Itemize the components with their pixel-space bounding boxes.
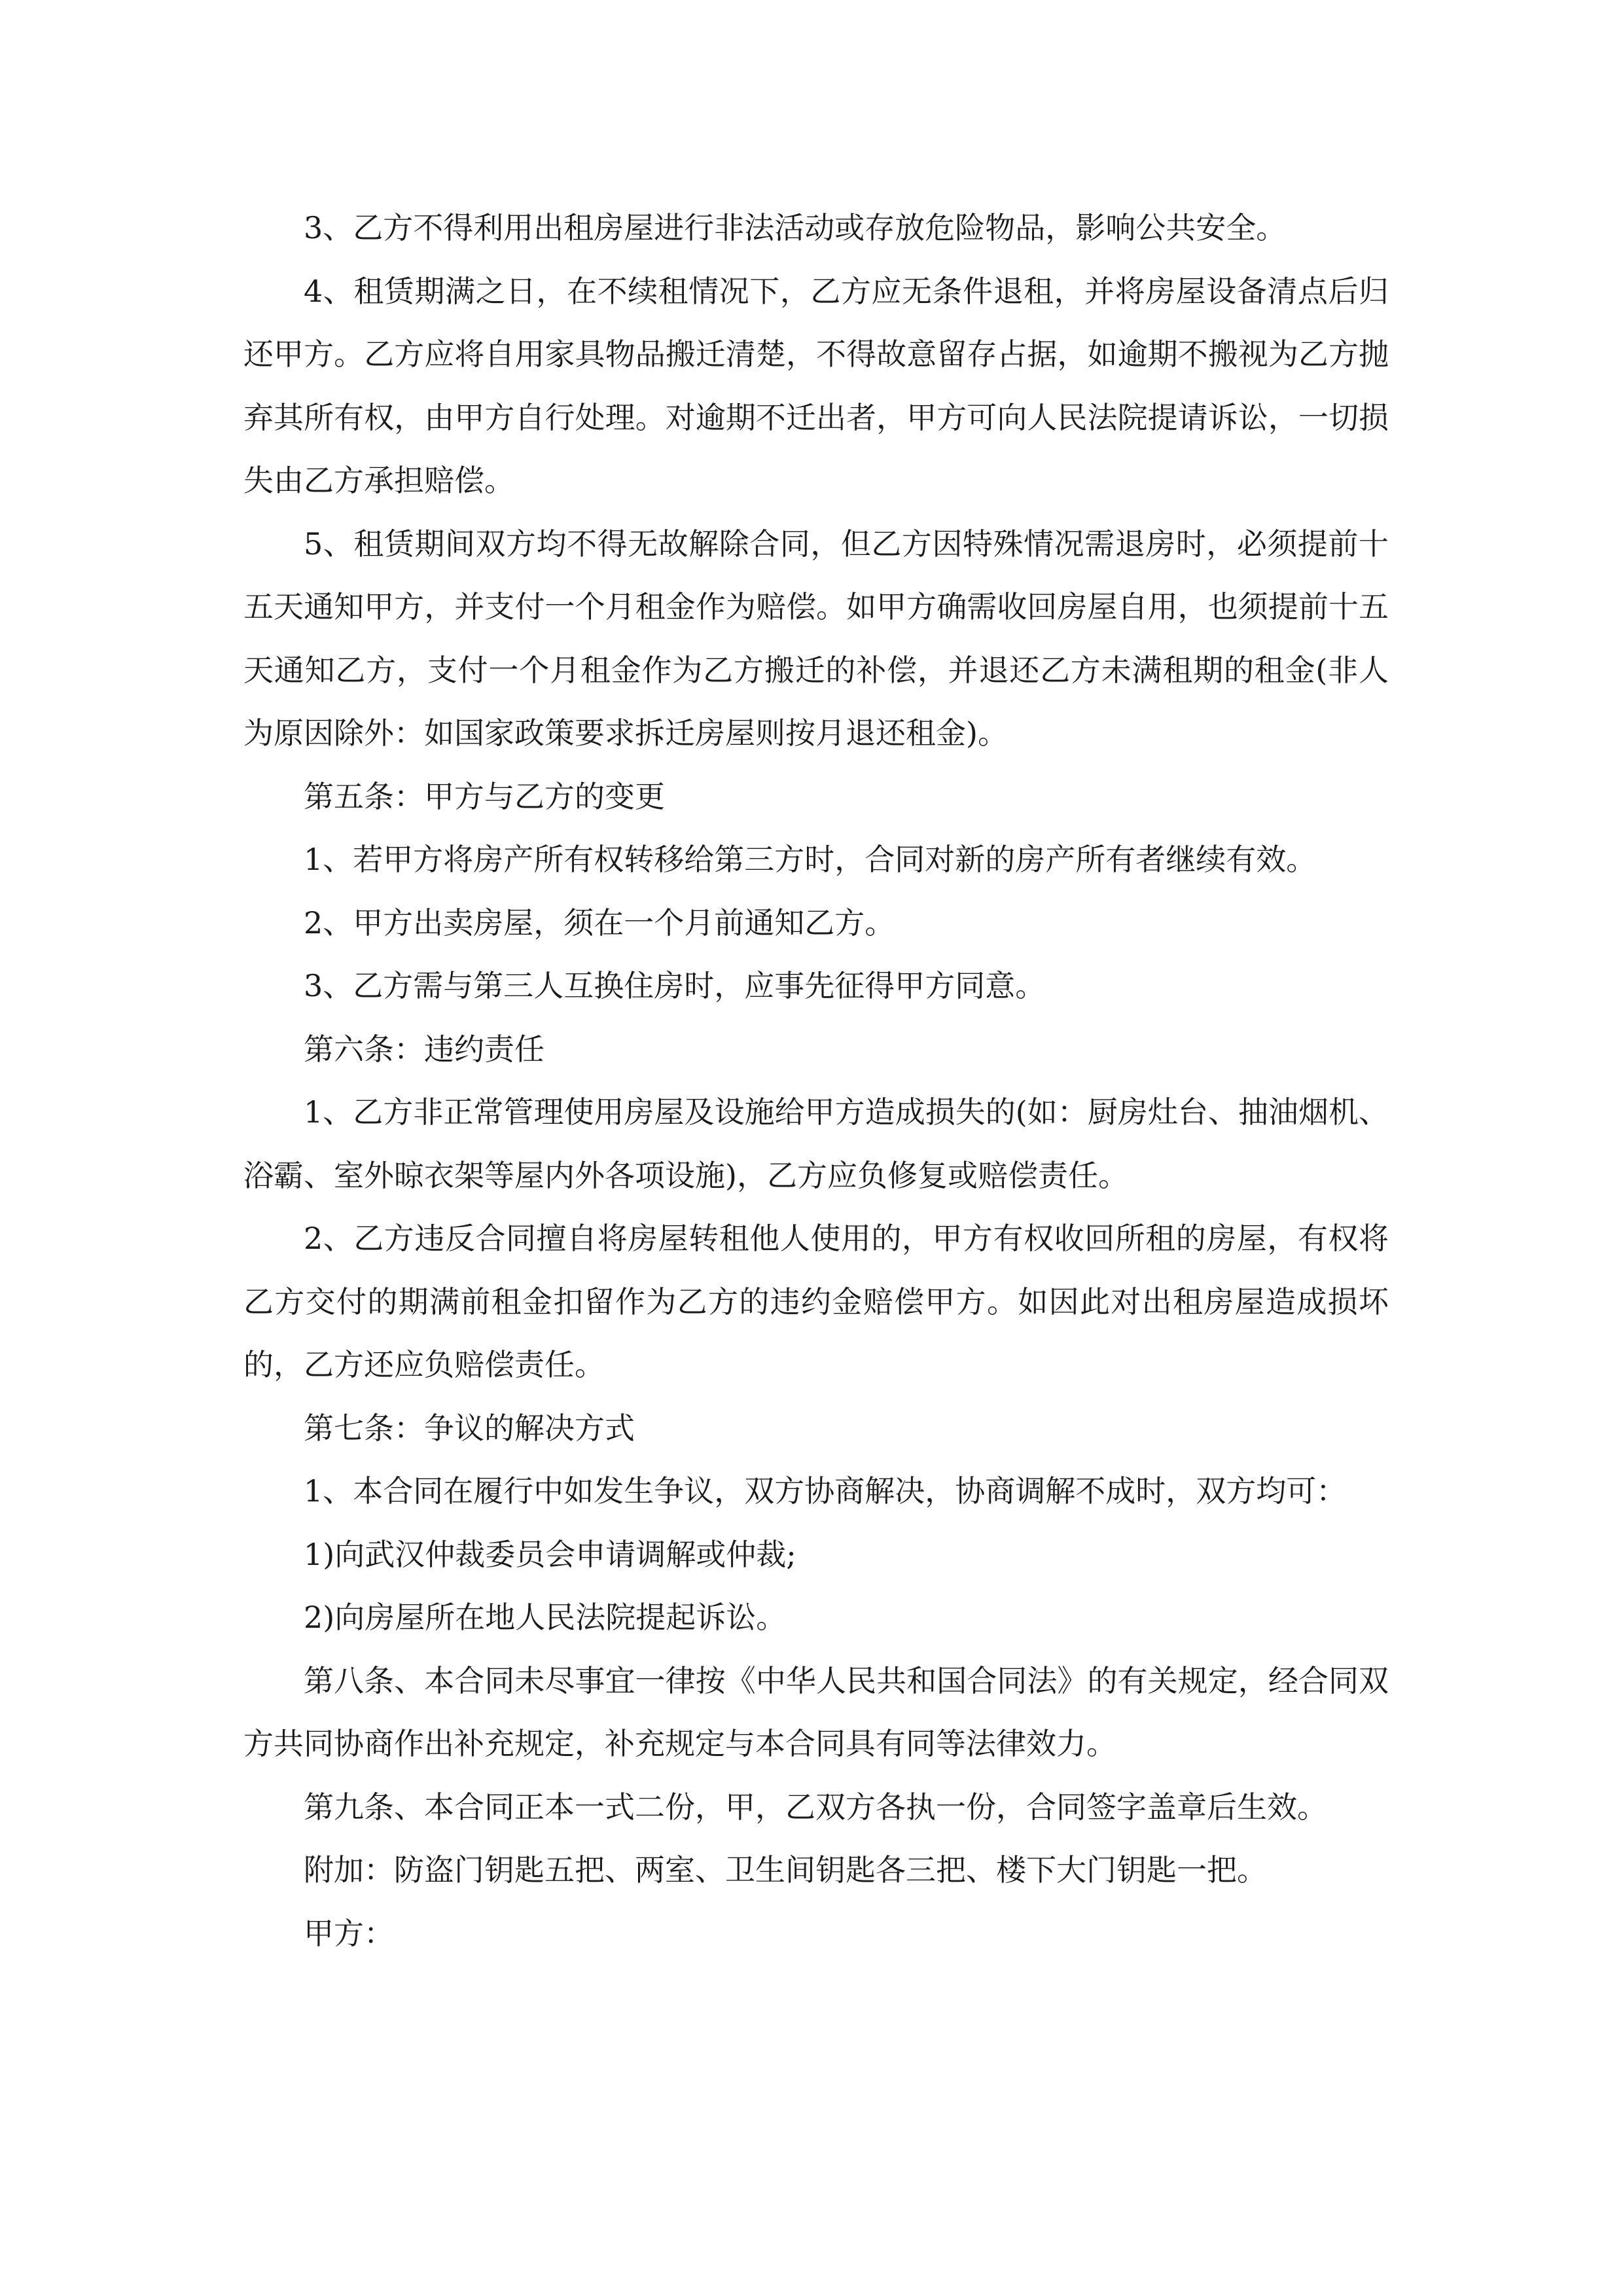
clause-8: 第八条、本合同未尽事宜一律按《中华人民共和国合同法》的有关规定，经合同双方共同协商作出补充规定，补充规定与本合同具有同等法律效力。 [243, 1662, 1389, 1761]
clause-9: 第九条、本合同正本一式二份，甲，乙双方各执一份，合同签字盖章后生效。 [304, 1789, 1327, 1825]
contract-body [243, 196, 1389, 1965]
clause-7-heading: 第七条：争议的解决方式 [304, 1410, 635, 1446]
clause-7-item-1: 1、本合同在履行中如发生争议，双方协商解决，协商调解不成时，双方均可： [304, 1473, 1347, 1509]
clause-4-item-3: 3、乙方不得利用出租房屋进行非法活动或存放危险物品，影响公共安全。 [304, 210, 1287, 245]
clause-6-heading: 第六条：违约责任 [304, 1031, 544, 1067]
party-a-signature-label: 甲方： [304, 1915, 394, 1951]
clause-7-option-1: 1)向武汉仲裁委员会申请调解或仲裁; [304, 1536, 796, 1572]
appendix-keys: 附加：防盗门钥匙五把、两室、卫生间钥匙各三把、楼下大门钥匙一把。 [304, 1852, 1267, 1888]
clause-4-item-5: 5、租赁期间双方均不得无故解除合同，但乙方因特殊情况需退房时，必须提前十五天通知甲方，并支付一个月租金作为赔偿。如甲方确需收回房屋自用，也须提前十五天通知乙方，支付一个月租金作为乙方搬迁的补偿，并退还乙方未满租期的租金(非人为原因除外：如国家政策要求拆迁房屋则按月退还租金)。 [243, 526, 1389, 751]
clause-7-option-2: 2)向房屋所在地人民法院提起诉讼。 [304, 1600, 787, 1635]
clause-6-item-1: 1、乙方非正常管理使用房屋及设施给甲方造成损失的(如：厨房灶台、抽油烟机、浴霸、室外晾衣架等屋内外各项设施)，乙方应负修复或赔偿责任。 [243, 1094, 1389, 1193]
clause-5-item-2: 2、甲方出卖房屋，须在一个月前通知乙方。 [304, 905, 895, 941]
clause-4-item-4: 4、租赁期满之日，在不续租情况下，乙方应无条件退租，并将房屋设备清点后归还甲方。乙方应将自用家具物品搬迁清楚，不得故意留存占据，如逾期不搬视为乙方抛弃其所有权，由甲方自行处理。对逾期不迁出者，甲方可向人民法院提请诉讼，一切损失由乙方承担赔偿。 [243, 273, 1389, 498]
clause-5-item-3: 3、乙方需与第三人互换住房时，应事先征得甲方同意。 [304, 968, 1046, 1003]
clause-6-item-2: 2、乙方违反合同擅自将房屋转租他人使用的，甲方有权收回所租的房屋，有权将乙方交付的期满前租金扣留作为乙方的违约金赔偿甲方。如因此对出租房屋造成损坏的，乙方还应负赔偿责任。 [243, 1221, 1389, 1382]
clause-5-heading: 第五条：甲方与乙方的变更 [304, 778, 665, 814]
clause-5-item-1: 1、若甲方将房产所有权转移给第三方时，合同对新的房产所有者继续有效。 [304, 842, 1317, 877]
